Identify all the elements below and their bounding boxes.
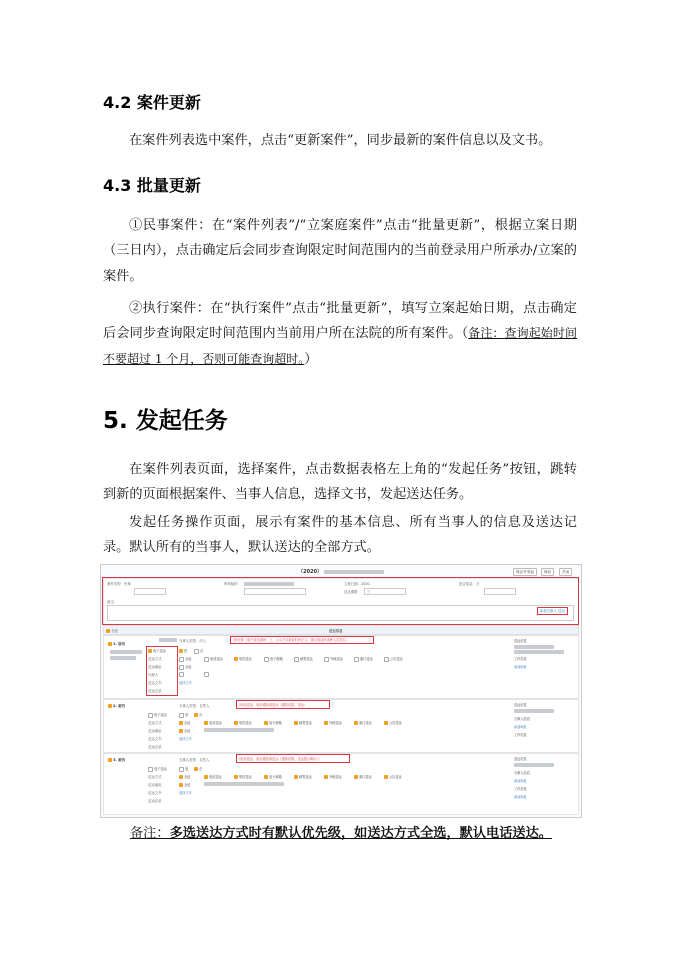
deadline-select[interactable]: 三	[364, 588, 406, 595]
section-4-3-heading: 4.3 批量更新	[103, 176, 201, 195]
section-4-3-paragraph-1: ①民事案件：在“案件列表”/“立案庭案件”点击“批量更新”，根据立案日期（三日内），点击确定后会同步查询限定时间范围内的当前登录用户所承办/立案的案件。	[103, 218, 577, 284]
save-button[interactable]: 保存	[541, 568, 554, 576]
choose-document-link[interactable]: 选择文书	[179, 791, 192, 795]
save-and-start-button[interactable]: 保存并发起	[513, 568, 537, 576]
case-info-form: 案件类型：民事 审判组织： 立案日期：2020- 是否加急：否 送达期限： 三 备注：	[103, 578, 579, 625]
add-party-button[interactable]: 添加当事人 送达	[537, 607, 568, 615]
section-4-2-heading: 4.2 案件更新	[103, 93, 201, 112]
paragraph-2-close: ）	[304, 351, 318, 367]
party-row: 1. 原告 当事人类型：法人 （现在需（电子送达请补）上，公示方式请及时补正文，提示送达时请使人员签名） 电子送达 是 否 送达方式 全选 电话送达 短信送达 电子邮箱 邮寄送达 外地送达 窗口送达 公告送达 送达地址 全选 代理人 送达文书 选择文书 送达记录 送达信息 工作信息 添加地址	[103, 635, 579, 699]
section-5-paragraph-2: 发起任务操作页面，展示有案件的基本信息、所有当事人的信息及送达记录。默认所有的当事人，默认送达的全部方式。	[103, 515, 577, 556]
priority-note: 备注：多选送达方式时有默认优先级，如送达方式全选，默认电话送达。	[130, 826, 552, 841]
section-4-2-body: 在案件列表选中案件，点击“更新案件”，同步最新的案件信息以及文书。	[129, 133, 552, 148]
delivery-section-header: 全选 送达信息	[103, 625, 579, 635]
paragraph-2-text: ②执行案件：在“执行案件”点击“批量更新”，填写立案起始日期，点击确定后会同步查询限定时间范围内当前用户所在法院的所有案件。（	[103, 301, 577, 342]
section-4-3-paragraph-2	[103, 296, 577, 372]
section-5-heading: 5. 发起任务	[103, 408, 228, 434]
section-5-paragraph-1: 在案件列表页面，选择案件，点击数据表格左上角的“发起任务”按钮，跳转到新的页面根据案件、当事人信息，选择文书，发起送达任务。	[103, 462, 577, 503]
choose-document-link[interactable]: 选择文书	[179, 737, 192, 741]
timeout-note: 备注：查询起始时间不要超过 1 个月，否则可能查询超时。	[103, 326, 577, 366]
case-title: （2020）	[251, 568, 431, 575]
close-button[interactable]: 关闭	[559, 568, 572, 576]
choose-document-link[interactable]: 选择文书	[179, 681, 192, 685]
party-row: 3. 被告 当事人类型：自然人 （电话送达，电话通知请送达（通知结果，送达提示确认）） 电子送达 是 否 送达方式 全选 电话送达 短信送达 电子邮箱 邮寄送达 外地送达 窗口送达 公告送达 送达地址 全选 送达文书 选择文书 送达记录 送达信息 当事人信息 添加地址 工作信息 添加地址	[103, 753, 579, 815]
initiate-task-screenshot	[100, 564, 582, 818]
party-row: 2. 被告 当事人类型：自然人 （电话送达，电话通知请送达（通知结果，送达） 电子送达 是 否 送达方式 全选 电话送达 短信送达 电子邮箱 邮寄送达 外地送达 窗口送达 公告送达 送达地址 全选 送达文书 选择文书 送达记录 送达信息 当事人信息 添加地址 工作信息	[103, 699, 579, 753]
